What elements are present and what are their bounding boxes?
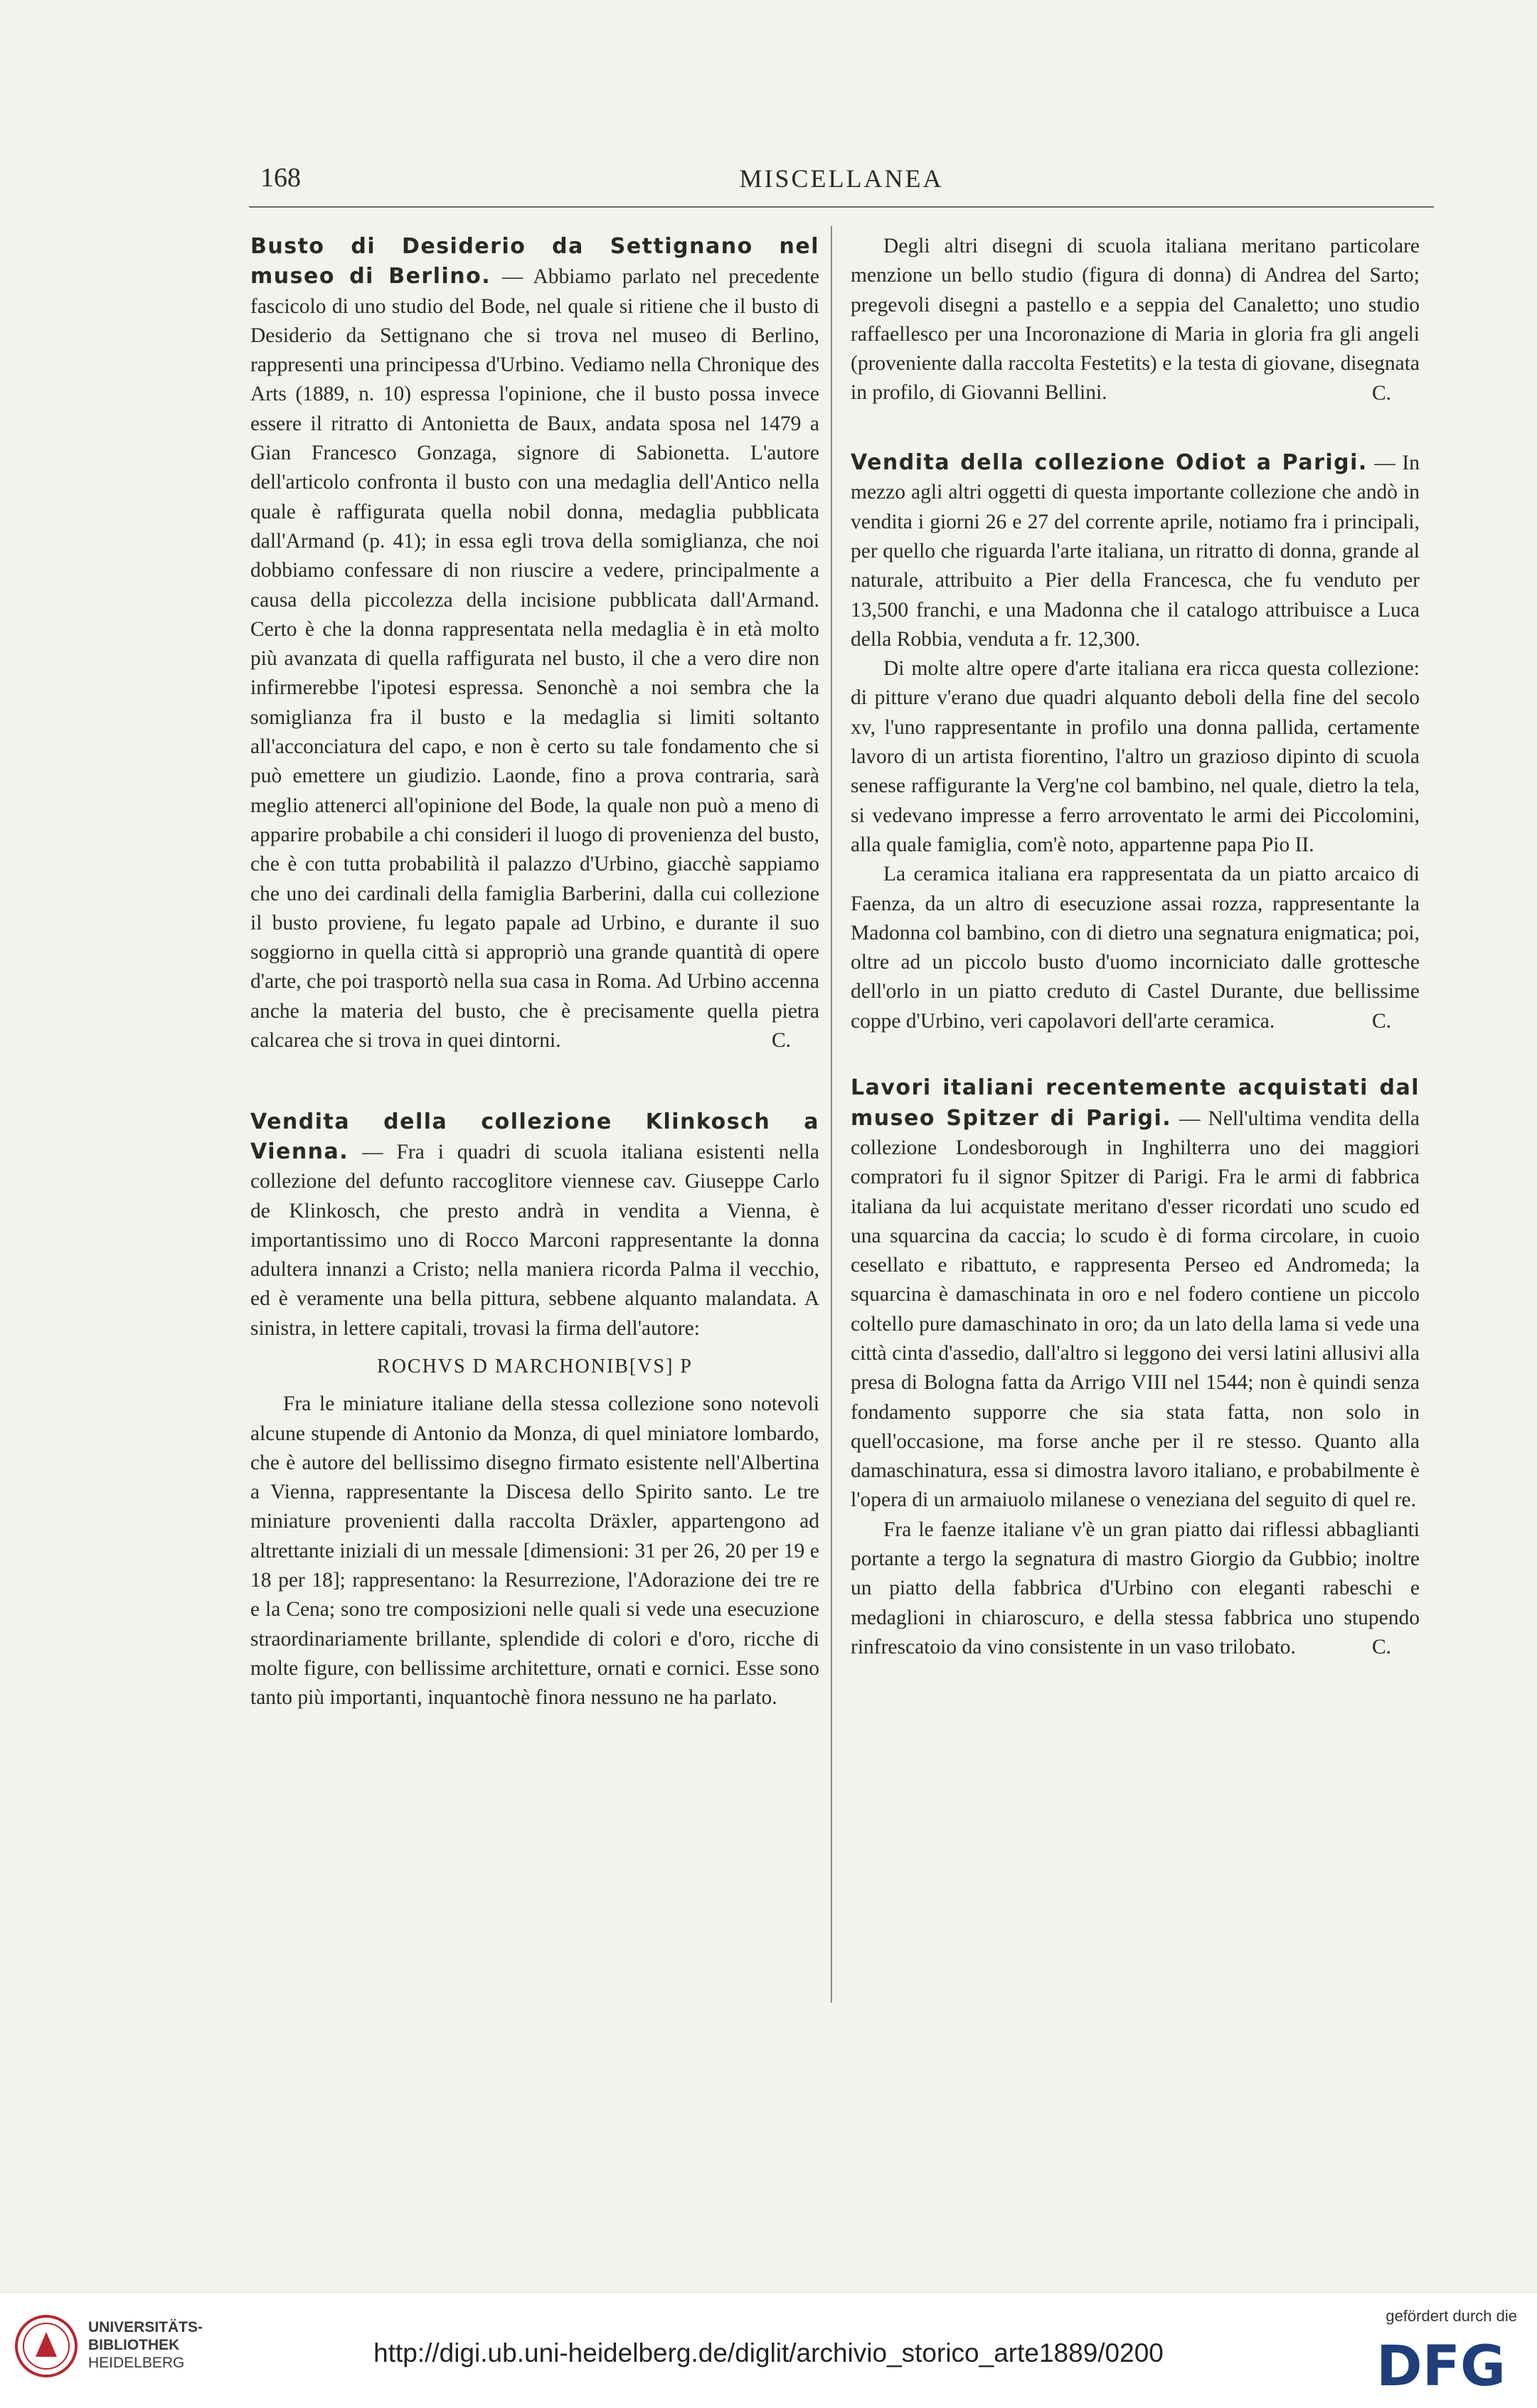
- article-odiot: [851, 448, 1420, 1036]
- article-text: Fra le faenze italiane v'è un gran piatto dai riflessi abbaglianti portante a tergo la segnatura di mastro Giorgio da Gubbio; inoltre un piatto della fabbrica d'Urbino con eleganti rabeschi e medaglioni in chiaroscuro, e della stessa fabbrica uno stupendo rinfrescatoio da vino consistente in un vaso trilobato.: [851, 1518, 1420, 1658]
- article-text: — In mezzo agli altri oggetti di questa importante collezione che andò in vendita i giorni 26 e 27 del corrente aprile, notiamo fra i principali, per quello che riguarda l'arte italiana, un ritratto di donna, grande al naturale, attribuito a Pier della Francesca, che fu venduto per 13,500 franchi, e una Madonna che il catalogo attribuisce a Luca della Robbia, venduta a fr. 12,300.: [851, 452, 1420, 651]
- article-title: Lavori italiani recentemente acquistati dal museo Spitzer di Parigi.: [851, 1075, 1420, 1131]
- library-name-line: HEIDELBERG: [88, 2355, 185, 2371]
- article-body: [250, 1107, 819, 1343]
- article-disegni: [851, 232, 1420, 408]
- dfg-logo-icon: [1366, 2335, 1516, 2392]
- article-title: Vendita della collezione Klinkosch a Vienna.: [250, 1109, 819, 1164]
- article-text: — Abbiamo parlato nel precedente fascicolo di uno studio del Bode, nel quale si ritiene che il busto di Desiderio da Settignano che si trova nel museo di Berlino, rappresenti una principessa d'Urbino. Vediamo nella Chronique des Arts (1889, n. 10) espressa l'opinione, che il busto possa invece essere il ritratto di Antonietta de Baux, andata sposa nel 1479 a Gian Francesco Gonzaga, signore di Sabionetta. L'autore dell'articolo confronta il busto con una medaglia dell'Antico nella quale è raffigurata quella nobil donna, medaglia pubblicata dall'Armand (p. 41); in essa egli trova della somiglianza, che noi dobbiamo confessare di non riuscire a vedere, principalmente a causa della piccolezza della incisione pubblicata dall'Armand. Certo è che la donna rappresentata nella medaglia è in età molto più avanzata di quella raffigurata nel busto, il che a vero dire non infirmerebbe l'ipotesi espressa. Senonchè a noi sembra che la somiglianza fra il busto e la medaglia si limiti soltanto all'acconciatura del capo, e non è certo su tale fondamento che si può emettere un giudizio. Laonde, fino a prova contraria, sarà meglio attenerci all'opinione del Bode, la quale non può a meno di apparire probabile a chi consideri il luogo di provenienza del busto, che è con tutta probabilità il palazzo d'Urbino, giacchè sappiamo che uno dei cardinali della famiglia Barberini, dalla cui collezione il busto proviene, fu legato papale ad Urbino, e durante il suo soggiorno in quella città si appropriò una grande quantità di opere d'arte, che poi trasportò nella sua casa in Roma. Ad Urbino accenna anche la materia del busto, che è precisamente quella pietra calcarea che si trova in quei dintorni.: [250, 265, 820, 1053]
- article-signature: C.: [1371, 1010, 1391, 1033]
- signature-inscription: ROCHVS D MARCHONIB[VS] P: [377, 1355, 693, 1378]
- article-text: — Fra i quadri di scuola italiana esistenti nella collezione del defunto raccoglitore viennese cav. Giuseppe Carlo de Klinkosch, che presto andrà in vendita a Vienna, è importantissimo uno di Rocco Marconi rappresentante la donna adultera innanzi a Cristo; nella maniera ricorda Palma il vecchio, ed è veramente una bella pittura, sebbene alquanto malandata. A sinistra, in lettere capitali, trovasi la firma dell'autore:: [250, 1140, 819, 1340]
- page-header: [249, 162, 1434, 205]
- library-name-line: BIBLIOTHEK: [88, 2337, 180, 2353]
- article-body: [250, 232, 819, 1055]
- right-column: [851, 232, 1420, 1663]
- article-text: Di molte altre opere d'arte italiana era ricca questa collezione: di pitture v'erano due quadri alquanto deboli della fine del secolo xv, l'uno rappresentante in profilo una donna pallida, certamente lavoro di un artista fiorentino, l'altro un grazioso dipinto di scuola senese raffigurante la Verg'ne col bambino, nel quale, dietro la tela, si vedevano impresse a ferro arroventato le armi dei Piccolomini, alla quale famiglia, com'è noto, appartenne papa Pio II.: [851, 657, 1420, 856]
- funded-by-label: gefördert durch die: [1386, 2307, 1517, 2325]
- digitization-footer: [0, 2292, 1537, 2408]
- article-signature: C.: [771, 1029, 791, 1053]
- article-spitzer: [851, 1073, 1420, 1662]
- article-body: [851, 1073, 1420, 1515]
- article-signature: C.: [1371, 381, 1391, 405]
- header-rule: [249, 206, 1434, 208]
- running-head: MISCELLANEA: [739, 164, 944, 193]
- page-number: 168: [260, 163, 301, 193]
- article-text: La ceramica italiana era rappresentata da un piatto arcaico di Faenza, da un altro di esecuzione assai rozza, rappresentante la Madonna col bambino, con di dietro una segnatura enigmatica; poi, oltre ad un piccolo busto d'uomo incorniciato dalle grottesche dell'orlo in un piatto creduto di Castel Durante, due bellissime coppe d'Urbino, veri capolavori dell'arte ceramica.: [851, 863, 1420, 1033]
- article-signature: C.: [1371, 1636, 1391, 1659]
- article-title: Busto di Desiderio da Settignano nel museo di Berlino.: [250, 234, 819, 289]
- article-text: — Nell'ultima vendita della collezione Londesborough in Inghilterra uno dei maggiori compratori fu il signor Spitzer di Parigi. Fra le armi di fabbrica italiana da lui acquistate meritano d'esser ricordati uno scudo ed una squarcina da caccia; lo scudo è di forma circolare, in cuoio cesellato e ribattuto, e rappresenta Perseo ed Andromeda; la squarcina è damaschinata in oro e nel fodero contiene un piccolo coltello pure damaschinato in oro; da un lato della lama si vede una città cinta d'assedio, dall'altro si leggono dei versi latini allusivi alla presa di Bologna fatta da Arrigo VIII nel 1544; non è quindi senza fondamento supporre che sia stata fatta, non solo in quell'occasione, ma forse anche per il re stesso. Quanto alla damaschinatura, essa si dimostra lavoro italiano, e probabilmente è l'opera di un armaiuolo milanese o veneziana del seguito di quel re.: [851, 1107, 1420, 1512]
- source-url-link[interactable]: http://digi.ub.uni-heidelberg.de/diglit/archivio_storico_arte1889/0200: [373, 2338, 1164, 2367]
- column-divider: [831, 226, 832, 2003]
- svg-text:DFG: DFG: [1376, 2335, 1506, 2392]
- article-title: Vendita della collezione Odiot a Parigi.: [851, 450, 1368, 476]
- article-body: [851, 448, 1420, 654]
- article-text: Degli altri disegni di scuola italiana meritano particolare menzione un bello studio (figura di donna) di Andrea del Sarto; pregevoli disegni a pastello e a seppia del Canaletto; uno studio raffaellesco per una Incoronazione di Maria in gloria fra gli angeli (proveniente dalla raccolta Festetits) e la testa di giovane, disegnata in profilo, di Giovanni Bellini.: [851, 235, 1420, 405]
- left-column: [250, 232, 819, 1713]
- article-klinkosch: [250, 1107, 819, 1713]
- article-text: Fra le miniature italiane della stessa collezione sono notevoli alcune stupende di Antonio da Monza, di quel miniatore lombardo, che è autore del bellissimo disegno firmato esistente nell'Albertina a Vienna, rappresentante la Discesa dello Spirito santo. Le tre miniature provenienti dalla raccolta Dräxler, appartengono ad altrettante iniziali di un messale [dimensioni: 31 per 26, 20 per 19 e 18 per 18]; rappresentano: la Resurrezione, l'Adorazione dei tre re e la Cena; sono tre composizioni nelle quali si vede una esecuzione straordinariamente brillante, splendide di colori e d'oro, ricche di molte figure, con bellissime architetture, ornati e cornici. Esse sono tanto più importanti, inquantochè finora nessuno ne ha parlato.: [250, 1392, 819, 1710]
- library-name-line: UNIVERSITÄTS-: [88, 2319, 203, 2335]
- article-desiderio: [250, 232, 819, 1056]
